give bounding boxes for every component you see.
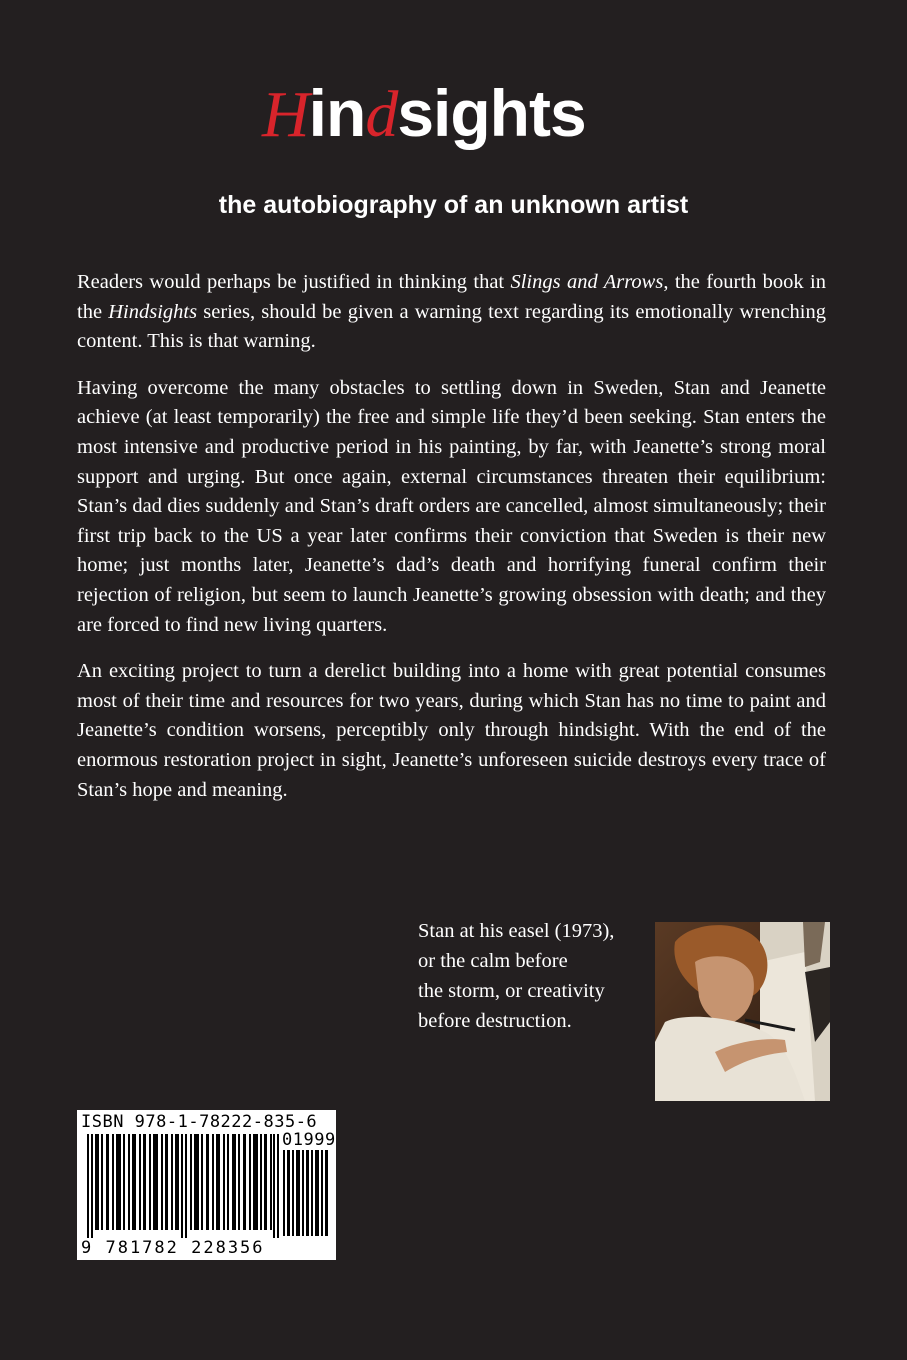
p1-series-name: Hindsights bbox=[108, 300, 198, 323]
blurb-paragraph-3: An exciting project to turn a derelict building into a home with great potential consumes most of their time and resources for two years, during which Stan has no time to paint and Jeanette’s condition worsens, perceptibly only through hindsight. With the end of the enormous restoration project in sight, Jeanette’s unforeseen suicide destroys every trace of Stan’s hope and meaning. bbox=[77, 660, 826, 801]
price-addon-bars bbox=[283, 1150, 331, 1236]
p1-text-a: Readers would perhaps be justified in thinking that bbox=[77, 271, 511, 293]
blurb-paragraph-1 bbox=[77, 268, 826, 357]
title-red-h: H bbox=[262, 78, 309, 151]
ean-digits: 9 781782 228356 bbox=[81, 1238, 265, 1258]
book-subtitle: the autobiography of an unknown artist bbox=[218, 191, 689, 219]
caption-line-4: before destruction. bbox=[418, 1010, 572, 1032]
title-part-sights: sights bbox=[397, 76, 586, 150]
book-title bbox=[262, 76, 642, 151]
author-photo-image bbox=[655, 922, 830, 1101]
p1-text-c: , the fourth book in the bbox=[77, 271, 826, 323]
photo-caption bbox=[418, 916, 650, 1036]
isbn-number: ISBN 978-1-78222-835-6 bbox=[81, 1112, 318, 1132]
title-red-d: d bbox=[365, 78, 398, 151]
p1-text-e: series, should be given a warning text regarding its emotionally wrenching content. This is that warning. bbox=[77, 300, 827, 353]
blurb-paragraph-2: Having overcome the many obstacles to settling down in Sweden, Stan and Jeanette achieve (at least temporarily) the free and simple life they’d been seeking. Stan enters the most intensive and productive period in his painting, by far, with Jeanette’s strong moral support and urging. But once again, external circumstances threaten their equilibrium: Stan’s dad dies suddenly and Stan’s draft orders are cancelled, almost simultaneously; their first trip back to the US a year later confirms their conviction that Sweden is their new home; just months later, Jeanette’s dad’s death and horrifying funeral confirm their rejection of religion, but seem to launch Jeanette’s growing obsession with death; and they are forced to find new living quarters. bbox=[77, 376, 826, 636]
isbn-barcode bbox=[77, 1110, 336, 1260]
caption-line-3: the storm, or creativity bbox=[418, 980, 605, 1002]
blurb bbox=[77, 268, 826, 822]
caption-line-2: or the calm before bbox=[418, 950, 568, 972]
p1-title-slings: Slings and Arrows bbox=[510, 271, 664, 293]
caption-line-1: Stan at his easel (1973), bbox=[418, 920, 615, 942]
ean-bars bbox=[87, 1134, 279, 1238]
author-photo bbox=[655, 922, 830, 1101]
title-part-in: in bbox=[308, 76, 366, 150]
price-code: 01999 bbox=[282, 1130, 336, 1150]
